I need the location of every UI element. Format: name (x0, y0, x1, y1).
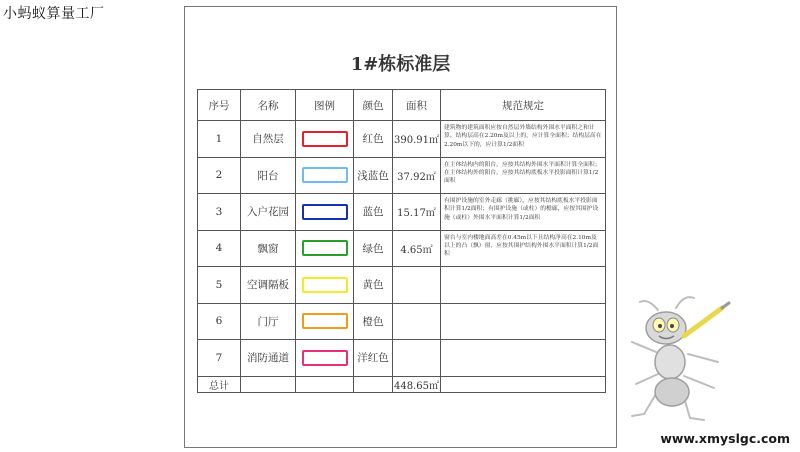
row-legend-swatch (296, 194, 354, 231)
row-index: 4 (198, 230, 241, 267)
row-area (393, 267, 441, 304)
row-index: 3 (198, 194, 241, 231)
document-sheet (184, 6, 617, 448)
table-header-row (198, 90, 606, 121)
row-legend-swatch (296, 340, 354, 377)
header-index: 序号 (198, 90, 241, 121)
table-row (198, 267, 606, 304)
legend-swatch (302, 350, 348, 366)
row-area: 15.17㎡ (393, 194, 441, 231)
row-index: 6 (198, 303, 241, 340)
ant-mascot-icon (618, 292, 736, 432)
total-area: 448.65㎡ (393, 376, 441, 392)
table-row (198, 303, 606, 340)
row-index: 7 (198, 340, 241, 377)
header-legend: 图例 (296, 90, 354, 121)
row-color: 黄色 (354, 267, 393, 304)
row-area: 37.92㎡ (393, 157, 441, 194)
legend-swatch (302, 167, 348, 183)
row-index: 1 (198, 121, 241, 158)
row-color: 蓝色 (354, 194, 393, 231)
total-label: 总计 (198, 376, 241, 392)
row-spec-note: 建筑物的建筑面积应按自然层外墙结构外围水平面积之和计算。结构层高在2.20m及以上的，应计算全面积；结构层高在2.20m以下的，应计算1/2面积 (441, 121, 606, 158)
row-color: 红色 (354, 121, 393, 158)
row-name: 入户花园 (241, 194, 296, 231)
row-index: 2 (198, 157, 241, 194)
total-row (198, 376, 606, 392)
legend-swatch (302, 313, 348, 329)
total-empty (296, 376, 354, 392)
row-spec-note (441, 303, 606, 340)
row-name: 门厅 (241, 303, 296, 340)
table-row (198, 340, 606, 377)
row-name: 阳台 (241, 157, 296, 194)
legend-swatch (302, 131, 348, 147)
legend-swatch (302, 277, 348, 293)
row-name: 消防通道 (241, 340, 296, 377)
row-name: 自然层 (241, 121, 296, 158)
row-area: 390.91㎡ (393, 121, 441, 158)
row-legend-swatch (296, 121, 354, 158)
row-spec-note: 窗台与室内楼地面高差在0.45m以下且结构净高在2.10m及以上的凸（飘）窗，应按其围护结构外围水平面积计算1/2面积 (441, 230, 606, 267)
row-legend-swatch (296, 303, 354, 340)
total-empty (241, 376, 296, 392)
brand-title: 小蚂蚁算量工厂 (3, 6, 105, 22)
row-spec-note (441, 340, 606, 377)
row-color: 绿色 (354, 230, 393, 267)
table-row (198, 157, 606, 194)
legend-swatch (302, 240, 348, 256)
row-legend-swatch (296, 267, 354, 304)
website-url: www.xmyslgc.com (660, 431, 790, 446)
row-spec-note: 在主体结构内的阳台，应按其结构外围水平面积计算全面积；在主体结构外的阳台，应按其结构底板水平投影面积计算1/2面积 (441, 157, 606, 194)
legend-swatch (302, 204, 348, 220)
sheet-title: 1#栋标准层 (350, 54, 451, 75)
row-color: 橙色 (354, 303, 393, 340)
row-area: 4.65㎡ (393, 230, 441, 267)
header-color: 颜色 (354, 90, 393, 121)
row-name: 飘窗 (241, 230, 296, 267)
row-color: 浅蓝色 (354, 157, 393, 194)
total-empty (354, 376, 393, 392)
header-area: 面积 (393, 90, 441, 121)
row-spec-note: 有围护设施的室外走廊（挑廊），应按其结构底板水平投影面积计算1/2面积；有围护设施（或柱）的檐廊，应按其围护设施（或柱）外围水平面积计算1/2面积 (441, 194, 606, 231)
header-name: 名称 (241, 90, 296, 121)
row-spec-note (441, 267, 606, 304)
table-row (198, 194, 606, 231)
row-color: 洋红色 (354, 340, 393, 377)
row-area (393, 303, 441, 340)
table-row (198, 230, 606, 267)
row-area (393, 340, 441, 377)
row-name: 空调隔板 (241, 267, 296, 304)
total-empty (441, 376, 606, 392)
table-row (198, 121, 606, 158)
row-legend-swatch (296, 157, 354, 194)
row-legend-swatch (296, 230, 354, 267)
area-spec-table (197, 89, 606, 393)
row-index: 5 (198, 267, 241, 304)
header-spec: 规范规定 (441, 90, 606, 121)
